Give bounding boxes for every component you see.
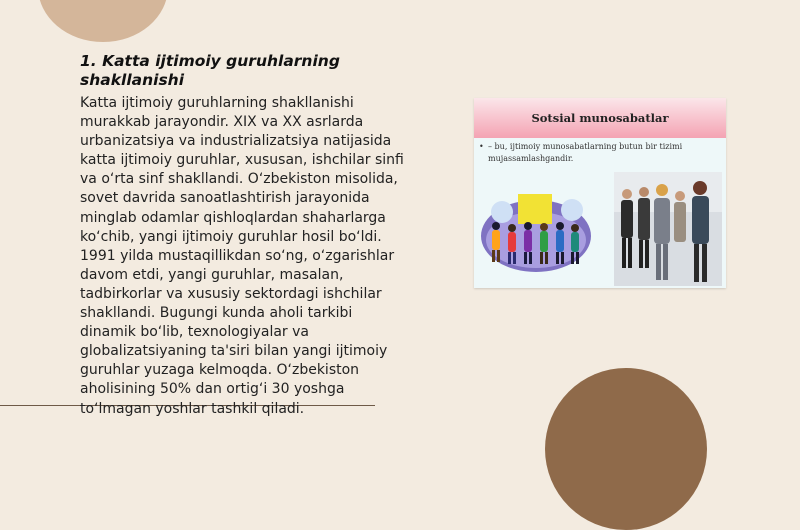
section-title: 1. Katta ijtimoiy guruhlarning shakllanishi (80, 52, 340, 89)
people-illustration (474, 170, 726, 288)
decorative-circle-top (38, 0, 168, 42)
slide-bullet (479, 141, 719, 165)
slide-bullet-text: – bu, ijtimoiy munosabatlarning butun bir tizimi mujassamlashgandir. (488, 142, 683, 163)
embedded-slide-image (474, 98, 726, 288)
body-paragraph: Katta ijtimoiy guruhlarning shakllanishi murakkab jarayondir. XIX va XX asrlarda urbanizatsiya va industrializatsiya natijasida katta ijtimoiy guruhlar, xususan, ishchilar sinfi va o‘rta sinf shakllandi. O‘zbekiston misolida, sovet davrida sanoatlashtirish jarayonida minglab odamlar qishloqlardan shaharlarga ko‘chib, yangi ijtimoiy guruhlar hosil bo‘ldi. 1991 yilda mustaqillikdan so‘ng, o‘zgarishlar davom etdi, yangi guruhlar, masalan, tadbirkorlar va xususiy sektordagi ishchilar shakllandi. Bugungi kunda aholi tarkibi dinamik bo‘lib, texnologiyalar va globalizatsiyaning ta'siri bilan yangi ijtimoiy guruhlar yuzaga kelmoqda. O‘zbekiston aholisining 50% dan ortig‘i 30 yoshga to‘lmagan yoshlar tashkil qiladi. (80, 95, 404, 417)
slide-header: Sotsial munosabatlar (474, 98, 726, 138)
decorative-circle-bottom (545, 368, 707, 530)
bullet-icon: • (479, 142, 484, 151)
